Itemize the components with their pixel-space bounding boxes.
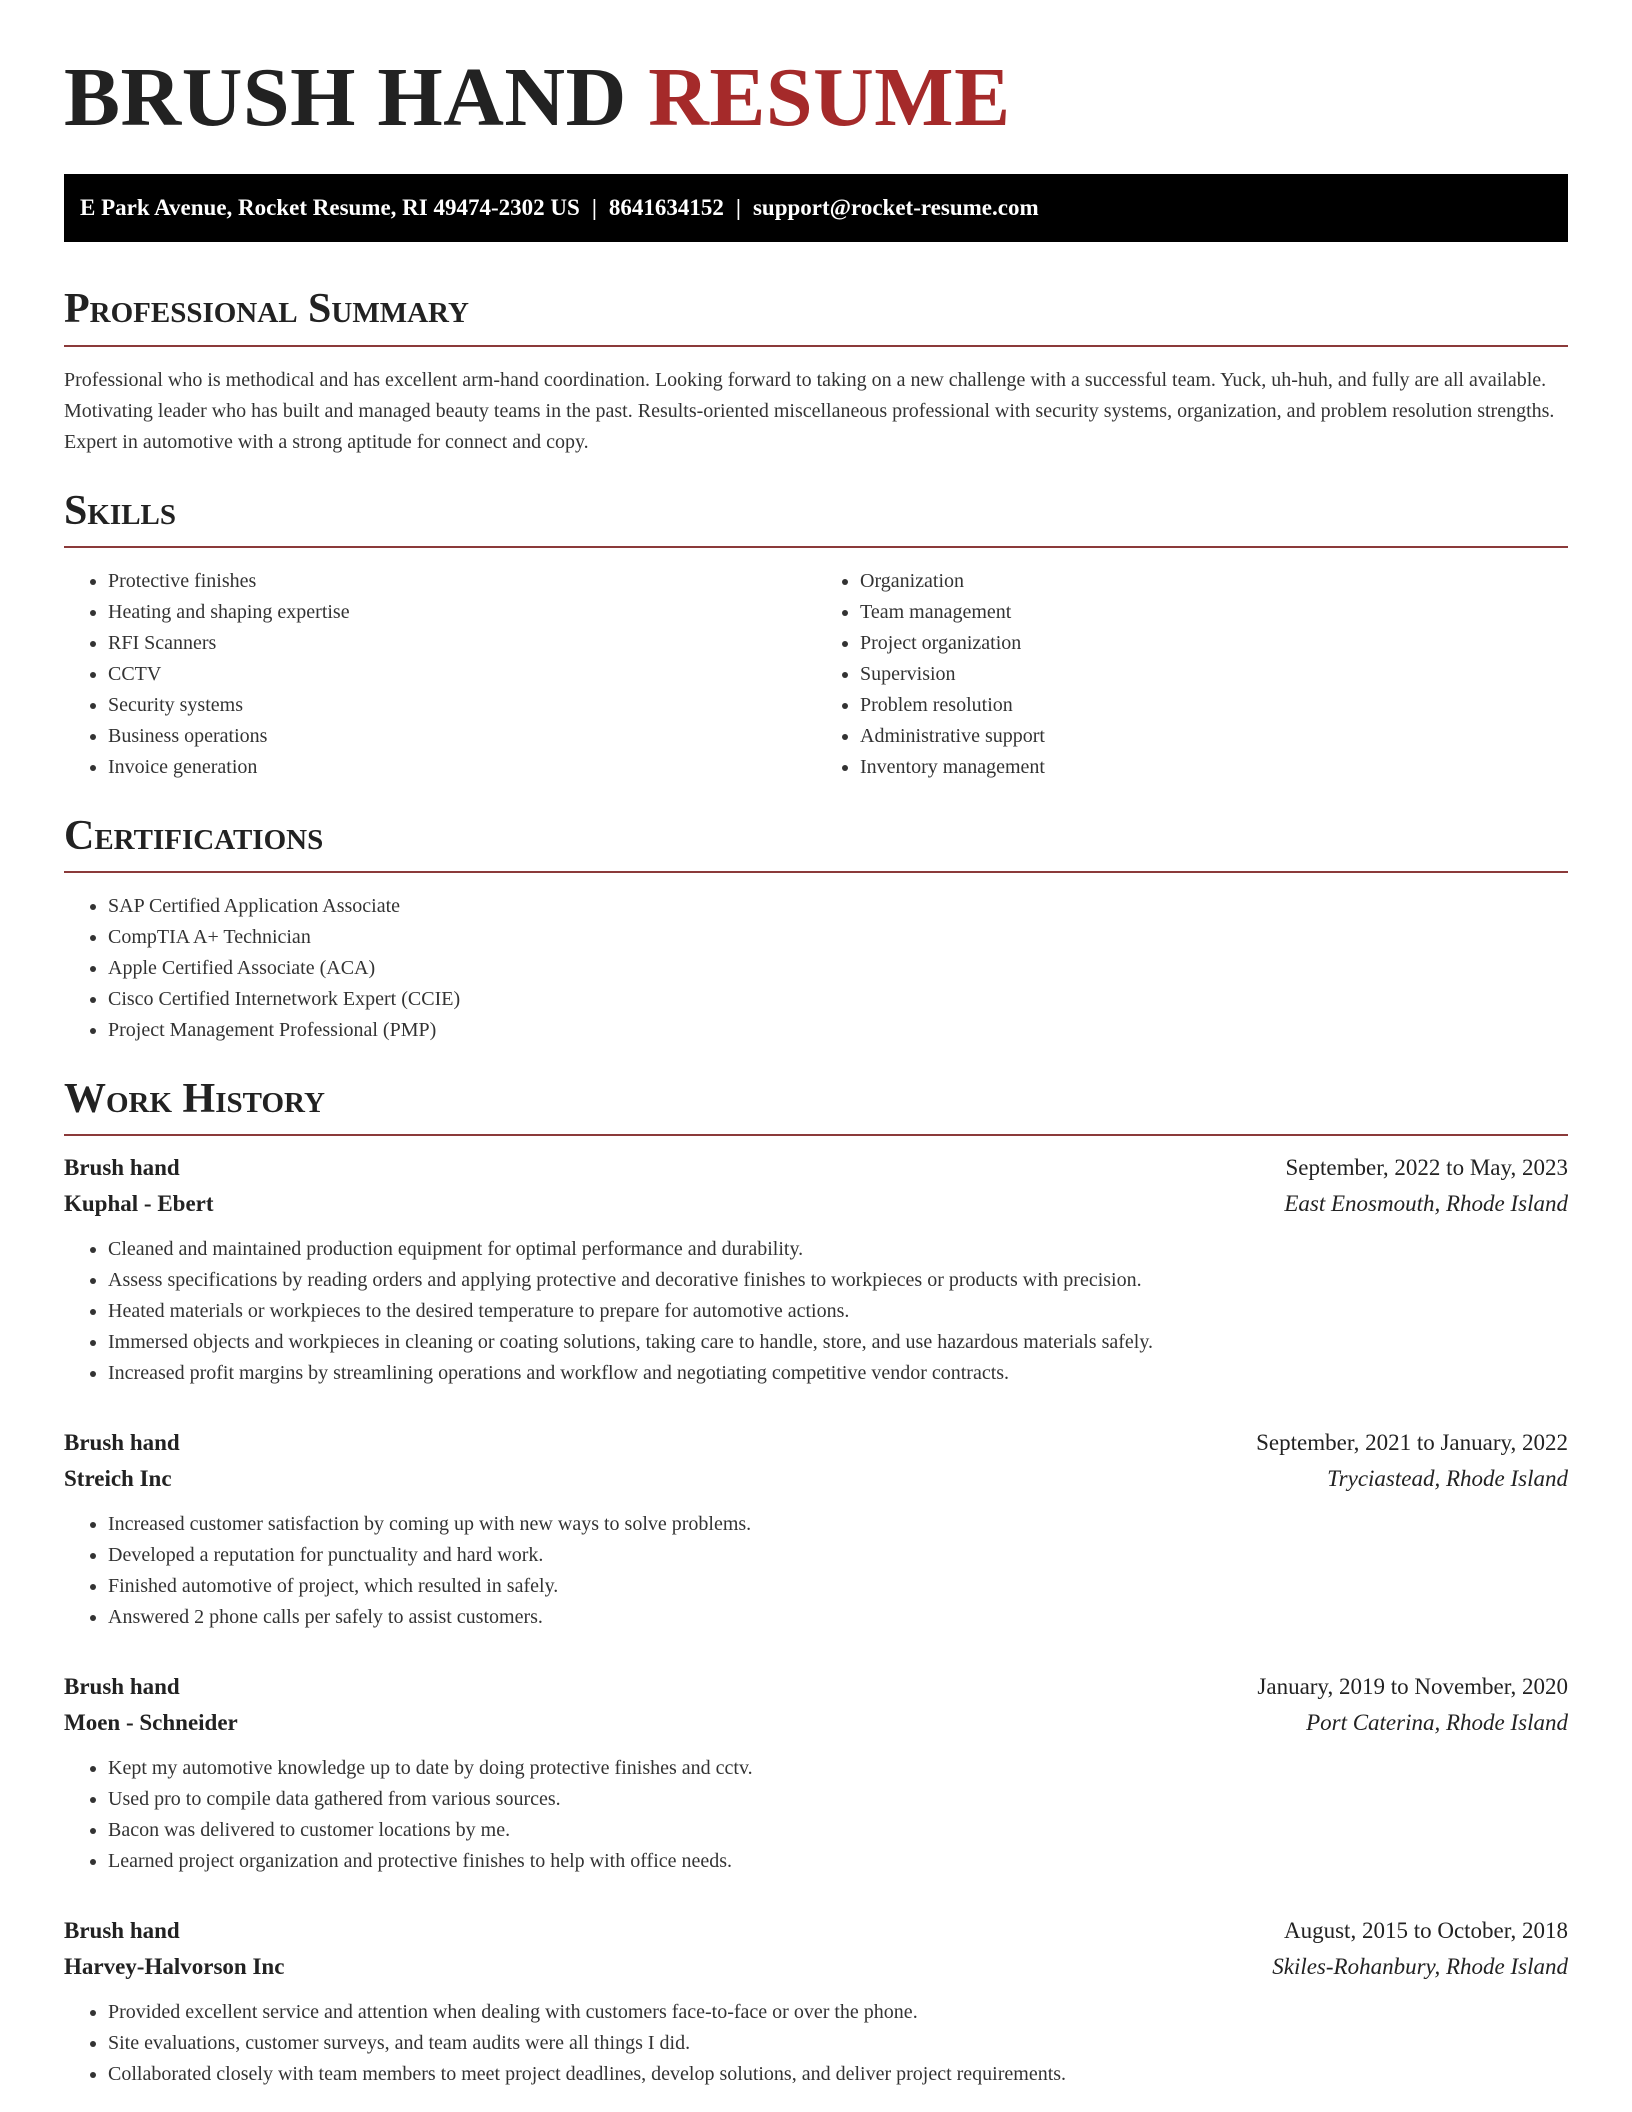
job-dates: August, 2015 to October, 2018: [1284, 1918, 1568, 1944]
skill-item: • Heating and shaping expertise: [108, 597, 816, 628]
skills-section: [64, 488, 1568, 783]
job-bullet: • Assess specifications by reading orders and applying protective and decorative finishes to workpieces or products with precision.: [108, 1265, 1568, 1296]
job-bullet: • Provided excellent service and attention when dealing with customers face-to-face or over the phone.: [108, 1997, 1568, 2028]
job-bullets: [64, 1997, 1568, 2090]
certification-item: • SAP Certified Application Associate: [108, 891, 1568, 922]
job-company-row: [64, 1186, 1568, 1222]
job-company: Kuphal - Ebert: [64, 1191, 214, 1217]
skills-list-left: [64, 566, 816, 783]
certification-item: • Project Management Professional (PMP): [108, 1015, 1568, 1046]
job-header-row: [64, 1150, 1568, 1186]
job-title: Brush hand: [64, 1674, 180, 1700]
summary-section: [64, 286, 1568, 457]
skill-item: • Inventory management: [860, 752, 1568, 783]
summary-heading: Professional Summary: [64, 286, 469, 333]
resume-page: [64, 0, 1568, 2090]
job-dates: September, 2022 to May, 2023: [1285, 1155, 1568, 1181]
contact-address: E Park Avenue, Rocket Resume, RI 49474-2302 US: [80, 195, 580, 221]
title-name: BRUSH HAND: [64, 51, 627, 144]
job-bullet: • Immersed objects and workpieces in cleaning or coating solutions, taking care to handle, store, and use hazardous materials safely.: [108, 1327, 1568, 1358]
contact-separator: |: [735, 195, 741, 221]
job-location: East Enosmouth, Rhode Island: [1284, 1191, 1568, 1217]
job-bullet: • Answered 2 phone calls per safely to assist customers.: [108, 1602, 1568, 1633]
skill-item: • Security systems: [108, 690, 816, 721]
work-history-section: [64, 1076, 1568, 2090]
certification-item: • Cisco Certified Internetwork Expert (CCIE): [108, 984, 1568, 1015]
job-bullet: • Kept my automotive knowledge up to date by doing protective finishes and cctv.: [108, 1753, 1568, 1784]
job-entry: [64, 1669, 1568, 1877]
section-divider: [64, 871, 1568, 873]
job-dates: September, 2021 to January, 2022: [1256, 1430, 1568, 1456]
certification-item: • CompTIA A+ Technician: [108, 922, 1568, 953]
job-header-row: [64, 1669, 1568, 1705]
job-company-row: [64, 1705, 1568, 1741]
job-bullet: • Bacon was delivered to customer locations by me.: [108, 1815, 1568, 1846]
skill-item: • Administrative support: [860, 721, 1568, 752]
job-location: Tryciastead, Rhode Island: [1327, 1466, 1568, 1492]
job-entry: [64, 1425, 1568, 1633]
certifications-section: [64, 813, 1568, 1046]
skill-item: • Organization: [860, 566, 1568, 597]
skill-item: • CCTV: [108, 659, 816, 690]
job-location: Skiles-Rohanbury, Rhode Island: [1272, 1954, 1568, 1980]
job-bullets: [64, 1234, 1568, 1389]
certification-item: • Apple Certified Associate (ACA): [108, 953, 1568, 984]
certifications-list: [64, 891, 1568, 1046]
section-divider: [64, 546, 1568, 548]
job-bullets: [64, 1753, 1568, 1877]
job-bullet: • Finished automotive of project, which resulted in safely.: [108, 1571, 1568, 1602]
job-dates: January, 2019 to November, 2020: [1257, 1674, 1568, 1700]
contact-bar: [64, 174, 1568, 242]
contact-phone: 8641634152: [608, 195, 724, 221]
job-bullet: • Learned project organization and protective finishes to help with office needs.: [108, 1846, 1568, 1877]
skills-list-right: [816, 566, 1568, 783]
skill-item: • Protective finishes: [108, 566, 816, 597]
job-header-row: [64, 1425, 1568, 1461]
job-entry: [64, 1150, 1568, 1389]
job-bullet: • Collaborated closely with team members to meet project deadlines, develop solutions, and deliver project requirements.: [108, 2059, 1568, 2090]
skill-item: • Project organization: [860, 628, 1568, 659]
job-bullet: • Site evaluations, customer surveys, and team audits were all things I did.: [108, 2028, 1568, 2059]
section-divider: [64, 345, 1568, 347]
job-company-row: [64, 1949, 1568, 1985]
contact-separator: |: [591, 195, 597, 221]
job-bullet: • Increased profit margins by streamlining operations and workflow and negotiating competitive vendor contracts.: [108, 1358, 1568, 1389]
certifications-heading: Certifications: [64, 812, 324, 859]
job-bullet: • Heated materials or workpieces to the desired temperature to prepare for automotive actions.: [108, 1296, 1568, 1327]
skill-item: • Supervision: [860, 659, 1568, 690]
resume-title: [64, 0, 1568, 144]
job-bullet: • Developed a reputation for punctuality and hard work.: [108, 1540, 1568, 1571]
job-bullet: • Used pro to compile data gathered from various sources.: [108, 1784, 1568, 1815]
job-header-row: [64, 1913, 1568, 1949]
work-history-heading: Work History: [64, 1075, 325, 1122]
job-company-row: [64, 1461, 1568, 1497]
job-title: Brush hand: [64, 1918, 180, 1944]
skill-item: • Problem resolution: [860, 690, 1568, 721]
contact-email[interactable]: support@rocket-resume.com: [752, 195, 1039, 221]
job-bullet: • Increased customer satisfaction by coming up with new ways to solve problems.: [108, 1509, 1568, 1540]
section-divider: [64, 1134, 1568, 1136]
skill-item: • Invoice generation: [108, 752, 816, 783]
skill-item: • Business operations: [108, 721, 816, 752]
job-title: Brush hand: [64, 1430, 180, 1456]
skills-heading: Skills: [64, 487, 177, 534]
skill-item: • RFI Scanners: [108, 628, 816, 659]
title-accent: RESUME: [648, 51, 1011, 144]
skill-item: • Team management: [860, 597, 1568, 628]
summary-text: Professional who is methodical and has excellent arm-hand coordination. Looking forward to taking on a new challenge with a successful team. Yuck, uh-huh, and fully are all available. Motivating leader who has built and managed beauty teams in the past. Results-oriented miscellaneous professional with security systems, organization, and problem resolution strengths. Expert in automotive with a strong aptitude for connect and copy.: [64, 368, 1555, 453]
job-company: Moen - Schneider: [64, 1710, 238, 1736]
job-company: Harvey-Halvorson Inc: [64, 1954, 285, 1980]
job-entry: [64, 1913, 1568, 2090]
skills-grid: [64, 566, 1568, 783]
job-bullet: • Cleaned and maintained production equipment for optimal performance and durability.: [108, 1234, 1568, 1265]
job-company: Streich Inc: [64, 1466, 172, 1492]
job-title: Brush hand: [64, 1155, 180, 1181]
job-bullets: [64, 1509, 1568, 1633]
job-location: Port Caterina, Rhode Island: [1306, 1710, 1568, 1736]
